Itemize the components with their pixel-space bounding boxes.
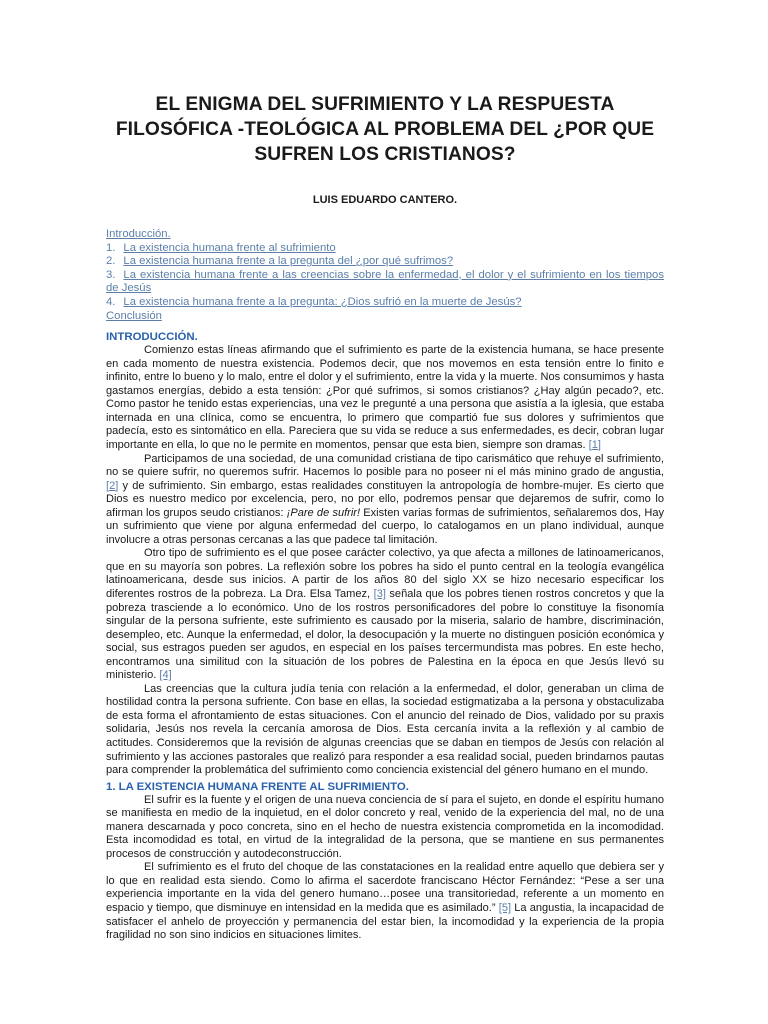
paragraph (106, 683, 664, 778)
paragraph-text: El sufrir es la fuente y el origen de una nueva conciencia de sí para el sujeto, en donde el espíritu humano se manifiesta en medio de la inquietud, en el dolor concreto y real, venido de la experiencia del mal, no de una manera descarnada y poco concreta, sino en el hecho de nuestra existencia comprometida en la incomodidad. Esta incomodidad es total, en virtud de la integralidad de la persona, que se mantiene en sus permanentes procesos de construcción y autodeconstrucción. (106, 793, 664, 860)
toc-number: 4. (106, 295, 116, 308)
title-line: FILOSÓFICA -TEOLÓGICA AL PROBLEMA DEL ¿POR QUE (115, 119, 655, 140)
toc-label: La existencia humana frente a las creencias sobre la enfermedad, el dolor y el sufrimiento en los tiempos de Jesús (106, 268, 664, 295)
author-name: LUIS EDUARDO CANTERO. (312, 194, 458, 206)
table-of-contents (106, 228, 664, 323)
section-heading-1: 1. LA EXISTENCIA HUMANA FRENTE AL SUFRIMIENTO. (106, 780, 409, 793)
toc-link-section-2[interactable] (106, 255, 664, 269)
section-heading-introduction: INTRODUCCIÓN. (106, 331, 198, 344)
paragraph-text: Comienzo estas líneas afirmando que el sufrimiento es parte de la existencia humana, se hace presente en cada momento de nuestra existencia. Podemos decir, que nos movemos en esta tensión entre lo finito e infinito, entre lo bueno y lo malo, entre el dolor y el sufrimiento, entre la vida y la muerte. Nos consumimos y hasta gastamos energías, debido a esta tensión: ¿Por qué sufrimos, si somos cristianos? ¿Hay algún pecado?, etc. Como pastor he tenido estas experiencias, una vez le pregunté a una persona que asistía a la iglesia, que estaba internada en una clínica, como se encuentra, lo primero que compartió fue sus dolores y sufrimientos que padecía, esto es sintomático en ella. Pareciera que su vida se reduce a sus enfermedades, es decir, cobran lugar importante en ella, lo que no le permite en momentos, pensar que esta bien, siempre son dramas. (106, 344, 664, 451)
toc-label: La existencia humana frente a la pregunta del ¿por qué sufrimos? (123, 255, 454, 268)
paragraph (106, 794, 664, 862)
title-line: SUFREN LOS CRISTIANOS? (254, 144, 516, 165)
toc-link-section-3[interactable] (106, 269, 664, 296)
paragraph-text: Las creencias que la cultura judía tenia con relación a la enfermedad, el dolor, generaban un clima de hostilidad contra la persona sufriente. Con base en ellas, la sociedad estigmatizaba a la persona y obstaculizaba de esta forma el afrontamiento de estas situaciones. Con el anuncio del reinado de Dios, validado por su praxis solidaria, Jesús nos revela la cercanía amorosa de Dios. Esta cercanía invita a la reflexión y al cambio de actitudes. Consideremos que la revisión de algunas creencias que se daban en tiempos de Jesús con relación al sufrimiento y las acciones pastorales que realizó para responder a esa realidad social, pueden brindarnos pautas para comprender la problemática del sufrimiento como conciencia existencial del género humano en el mundo. (106, 682, 664, 777)
footnote-link-2[interactable]: [2] (106, 479, 119, 492)
paragraph (106, 547, 664, 682)
toc-link-introduction[interactable]: Introducción. (106, 228, 171, 240)
emphasis-text: ¡Pare de sufrir! (286, 506, 361, 519)
paragraph-text: La angustia, la incapacidad de satisfacer el anhelo de proyección y permanencia del estar bien, la incomodidad y la experiencia de la propia fragilidad no son sino indicios en situaciones limites. (106, 902, 664, 942)
toc-link-section-4[interactable] (106, 296, 664, 310)
paragraph-text: El sufrimiento es el fruto del choque de las constataciones en la realidad entre aquello que debiera ser y lo que en realidad esta siendo. Como lo afirma el sacerdote franciscano Héctor Fernández: “Pese a ser una experiencia importante en la vida del genero humano…posee una transitoriedad, referente a un momento en espacio y tiempo, que disminuye en intensidad en la medida que es asimilado.” (106, 861, 664, 915)
toc-number: 2. (106, 255, 116, 268)
paragraph-text: Existen varias formas de sufrimientos, señalaremos dos, Hay un sufrimiento que viene por alguna enfermedad del cuerpo, lo catalogamos en un plano individual, aunque involucre a otras personas cercanas a las que padece tal limitación. (106, 506, 664, 546)
title-line: EL ENIGMA DEL SUFRIMIENTO Y LA RESPUESTA (155, 94, 615, 115)
toc-link-conclusion[interactable]: Conclusión (106, 309, 162, 322)
document-title (106, 92, 664, 167)
paragraph-text: Participamos de una sociedad, de una comunidad cristiana de tipo carismático que rehuye el sufrimiento, no se quiere sufrir, no queremos sufrir. Hacemos lo posible para no poseer ni el más minino grado de angustia, (106, 452, 664, 479)
toc-number: 1. (106, 241, 116, 254)
footnote-link-1[interactable]: [1] (588, 438, 601, 451)
toc-link-section-1[interactable] (106, 242, 664, 256)
paragraph-text: y de sufrimiento. Sin embargo, estas realidades constituyen la antropología de hombre-mujer. Es cierto que Dios es nuestro medico por excelencia, pero, no por ello, podremos pensar que dejaremos de sufrir, como lo afirman los grupos seudo cristianos: (106, 479, 664, 519)
paragraph-text: señala que los pobres tienen rostros concretos y que la pobreza trasciende a lo económico. Uno de los rostros personificadores del pobre lo constituye la fisonomía singular de la persona sufriente, este sufrimiento es causado por la miseria, salario de hambre, discriminación, desempleo, etc. Aunque la enfermedad, el dolor, la desocupación y la muerte no distinguen posición económica y social, sus estragos pueden ser agudos, en especial en los países tercermundista mas pobres. En este hecho, encontramos una similitud con la situación de los pobres de Palestina en la época en que Jesús llevó su ministerio. (106, 588, 664, 682)
paragraph-text: Otro tipo de sufrimiento es el que posee carácter colectivo, ya que afecta a millones de latinoamericanos, que en su mayoría son pobres. La reflexión sobre los pobres ha sido el punto central en la teología evangélica latinoamericana, desde sus inicios. A partir de los años 80 del siglo XX se hizo necesario especificar los diferentes rostros de la pobreza. La Dra. Elsa Tamez, (106, 547, 664, 600)
footnote-link-5[interactable]: [5] (498, 902, 512, 915)
toc-label: La existencia humana frente a la pregunta: ¿Dios sufrió en la muerte de Jesús? (123, 295, 522, 308)
paragraph (106, 344, 664, 452)
footnote-link-4[interactable]: [4] (159, 669, 172, 682)
toc-number: 3. (106, 268, 116, 281)
footnote-link-3[interactable]: [3] (373, 588, 386, 600)
toc-label: La existencia humana frente al sufrimiento (123, 241, 336, 254)
paragraph (106, 453, 664, 548)
paragraph (106, 861, 664, 942)
